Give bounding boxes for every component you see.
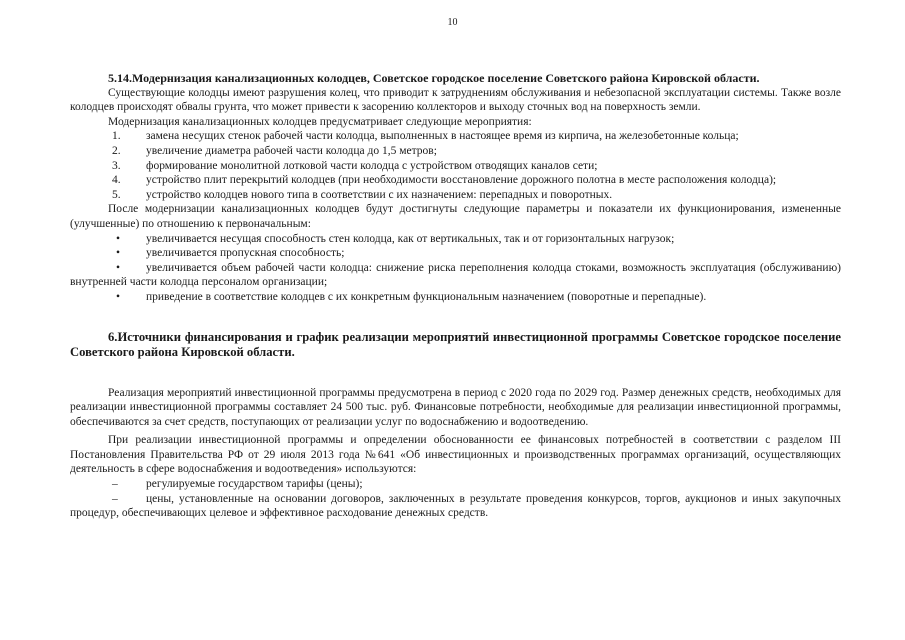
measure-item-5	[70, 188, 841, 203]
measure-number: 3.	[112, 159, 121, 172]
source-text: регулируемые государством тарифы (цены);	[146, 478, 363, 491]
result-text: увеличивается пропускная способность;	[146, 247, 345, 260]
measure-item-3	[70, 159, 841, 174]
section-6-paragraph-2: При реализации инвестиционной программы и определении обоснованности ее финансовых потребностей в соответствии с разделом III Постановления Правительства РФ от 29 июля 2013 года №641 «Об инвестиционных и производственных программах организаций, осуществляющих деятельность в сфере водоснабжения и водоотведения» используются:	[70, 434, 841, 476]
section-6-heading: 6.Источники финансирования и график реализации мероприятий инвестиционной программы Советское городское поселение Советского района Кировской области.	[70, 329, 841, 359]
document-body	[70, 71, 841, 521]
section-5-14-heading: 5.14.Модернизация канализационных колодцев, Советское городское поселение Советского района Кировской области.	[108, 71, 760, 85]
result-text: увеличивается несущая способность стен колодца, как от вертикальных, так и от горизонтальных нагрузок;	[146, 232, 675, 245]
source-text: цены, установленные на основании договоров, заключенных в результате проведения конкурсов, торгов, аукционов и иных закупочных процедур, обеспечивающих целевое и эффективное расходование денежных средств.	[70, 492, 841, 520]
result-text: приведение в соответствие колодцев с их конкретным функциональным назначением (поворотные и перепадные).	[146, 290, 707, 303]
section-5-14-paragraph-3: После модернизации канализационных колодцев будут достигнуты следующие параметры и показатели их функционирования, измененные (улучшенные) по отношению к первоначальным:	[70, 203, 841, 230]
bullet-icon: •	[116, 261, 121, 274]
measure-item-2	[70, 144, 841, 159]
result-text: увеличивается объем рабочей части колодца: снижение риска переполнения колодца стоками, возможность эксплуатация (обслуживанию) внутренней части колодца персоналом организации;	[70, 261, 841, 289]
result-item-3	[70, 261, 841, 290]
measure-number: 1.	[112, 130, 121, 143]
section-5-14-paragraph-2: Модернизация канализационных колодцев предусматривает следующие мероприятия:	[108, 115, 532, 128]
measure-number: 2.	[112, 144, 121, 157]
sources-list	[70, 477, 841, 521]
dash-icon: –	[112, 492, 118, 505]
measure-text: увеличение диаметра рабочей части колодца до 1,5 метров;	[146, 144, 437, 157]
measures-list	[70, 129, 841, 202]
bullet-icon: •	[116, 247, 121, 260]
section-5-14-paragraph-1: Существующие колодцы имеют разрушения колец, что приводит к затруднениям обслуживания и небезопасной эксплуатации системы. Также возле колодцев происходят обвалы грунта, что может привести к засорению коллекторов и выходу сточных вод на поверхность земли.	[70, 86, 841, 114]
measure-item-4	[70, 173, 841, 188]
result-item-2	[70, 246, 841, 261]
measure-number: 4.	[112, 174, 121, 187]
bullet-icon: •	[116, 290, 121, 303]
result-item-1	[70, 232, 841, 247]
measure-text: устройство плит перекрытий колодцев (при необходимости восстановление дорожного полотна в месте расположения колодца);	[146, 174, 777, 187]
source-item-1	[70, 477, 841, 492]
measure-text: замена несущих стенок рабочей части колодца, выполненных в настоящее время из кирпича, на железобетонные кольца;	[146, 130, 739, 143]
bullet-icon: •	[116, 232, 121, 245]
result-item-4	[70, 290, 841, 305]
dash-icon: –	[112, 478, 118, 491]
source-item-2	[70, 492, 841, 521]
page-number: 10	[447, 17, 458, 28]
measure-number: 5.	[112, 188, 121, 201]
measure-text: устройство колодцев нового типа в соответствии с их назначением: перепадных и поворотных.	[146, 188, 613, 201]
measure-item-1	[70, 129, 841, 144]
measure-text: формирование монолитной лотковой части колодца с устройством отводящих каналов сети;	[146, 159, 598, 172]
results-list	[70, 232, 841, 305]
section-6-paragraph-1: Реализация мероприятий инвестиционной программы предусмотрена в период с 2020 года по 2029 год. Размер денежных средств, необходимых для реализации инвестиционной программы составляет 24 500 тыс. руб. Финансовые потребности, необходимые для реализации инвестиционной программы, обеспечиваются за счет средств, поступающих от реализации услуг по водоснабжению и водоотведению.	[70, 386, 841, 428]
